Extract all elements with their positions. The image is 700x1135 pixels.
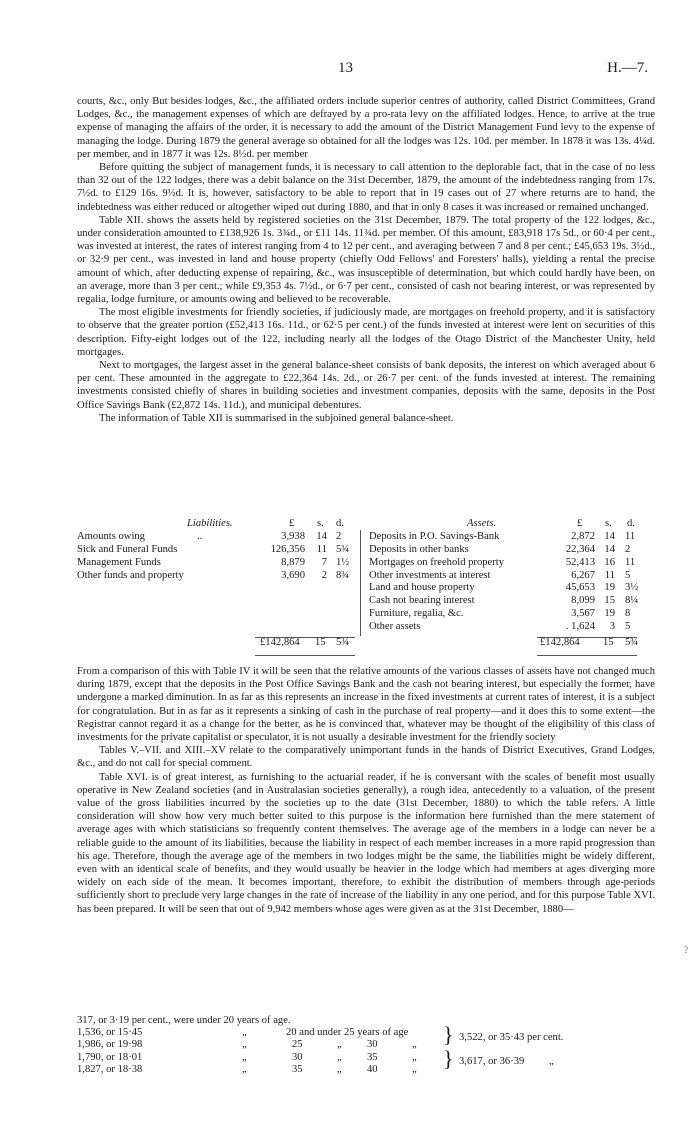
asset-pounds: 52,413 — [565, 556, 595, 568]
age-first-line — [77, 1015, 637, 1027]
total-assets-pounds: £142,864 — [540, 637, 580, 649]
ditto-mark: „ — [242, 1039, 247, 1051]
asset-shillings: 19 — [604, 582, 615, 594]
asset-pounds: 6,267 — [571, 569, 595, 581]
liability-shillings: 14 — [316, 530, 327, 542]
asset-pounds: . 1,624 — [565, 621, 595, 633]
liability-pence: 8¾ — [336, 569, 350, 581]
age-group-total: 3,617, or 36·39 — [459, 1056, 525, 1067]
total-rule — [255, 637, 355, 638]
ditto-mark: „ — [337, 1063, 342, 1075]
body-text-bottom — [77, 665, 655, 916]
liability-pounds: 3,690 — [281, 569, 305, 581]
margin-mark: ? — [684, 945, 688, 955]
liability-label: Amounts owing — [77, 530, 145, 542]
brace-symbol: } — [443, 1022, 454, 1047]
age-range-to: 35 — [367, 1051, 378, 1063]
pence-header: d. — [336, 518, 344, 529]
ditto-mark: „ — [337, 1039, 342, 1051]
balance-sheet — [77, 518, 657, 650]
asset-pence: 11 — [625, 556, 636, 568]
ditto-mark: „ — [549, 1056, 554, 1067]
asset-pence: 8 — [625, 608, 631, 620]
column-divider — [360, 530, 361, 636]
age-text: 317, or 3·19 per cent., were under 20 years of age. — [77, 1015, 291, 1026]
total-liabilities-pounds: £142,864 — [260, 637, 300, 649]
paragraph: courts, &c., only But besides lodges, &c., the affiliated orders include superior centres of authority, called District Committees, Grand Lodges, &c., the management expenses of which are defrayed by a pro-rata levy on the affiliated lodges. Hence, to arrive at the true expense of managing the affairs of the order, it is necessary to add the amount of the District Management Fund levy to the expense of managing the lodge. During 1879 the general average so obtained for all the lodges was 12s. 10d. per member. In 1878 it was 13s. 4¼d. per member, and in 1877 it was 12s. 8½d. per member — [77, 96, 655, 160]
liability-label: Sick and Funeral Funds — [77, 543, 178, 555]
paragraph: The most eligible investments for friendly societies, if judiciously made, are mortgages on freehold property, and it is satisfactory to observe that the greater portion (£52,413 16s. 11d., or 62·5 per cent.) of the funds invested at interest were lent on securities of this description. Fifty-eight lodges out of the 122, including nearly all the lodges of the Otago District of the Manchester Unity, held mortgages. — [77, 307, 655, 358]
liability-label: Management Funds — [77, 556, 161, 568]
paragraph: Tables V.–VII. and XIII.–XV relate to the comparatively unimportant funds in the hands of District Executives, Grand Lodges, &c., and do not call for special comment. — [77, 745, 655, 770]
asset-label: Cash not bearing interest — [369, 595, 475, 607]
assets-heading: Assets. — [467, 518, 497, 529]
ditto-mark: „ — [242, 1027, 247, 1039]
asset-shillings: 11 — [604, 569, 615, 581]
asset-label: Furniture, regalia, &c. — [369, 608, 464, 620]
balance-sheet-row — [77, 570, 657, 583]
asset-pence: 3½ — [625, 582, 639, 594]
liability-pounds: 8,879 — [281, 556, 305, 568]
asset-shillings: 15 — [604, 595, 615, 607]
shillings-header: s. — [317, 518, 324, 529]
age-range-to: 40 — [367, 1063, 378, 1075]
asset-shillings: 3 — [609, 621, 615, 633]
liabilities-heading: Liabilities. — [187, 518, 233, 529]
total-rule — [537, 655, 637, 656]
age-group-total: 3,522, or 35·43 per cent. — [459, 1032, 564, 1043]
age-range-from: 35 — [292, 1063, 303, 1075]
asset-shillings: 14 — [604, 543, 615, 555]
age-range-from: 25 — [292, 1039, 303, 1051]
leader-dots: .. — [197, 530, 203, 542]
paragraph: Table XVI. is of great interest, as furnishing to the actuarial reader, if he is conversant with the scales of benefit most usually operative in New Zealand societies (and in Australasian societies generally), a rough idea, antecedently to a valuation, of the present value of the gross liabilities incurred by the societies up to the date (31st December, 1880) to which the table refers. A little consideration will show how very much better suited to this purpose is the information here furnished than the mere statement of average ages with which statisticians so frequently content themselves. The average age of the members in a lodge can never be a reliable guide to the amount of its liabilities, because the liability in respect of each member increases in a more rapid progression than his age. Therefore, though the average age of the members in two lodges might be the same, the liabilities might be widely different, even with an identical scale of benefits, and they would usually be heavier in the lodge which had members at ages diverging more widely on each side of the mean. It becomes important, therefore, to exhibit the distribution of members through age-periods sufficiently short to preclude very large changes in the rate of increase of the liability in any one period, and for this purpose Table XVI. has been prepared. It will be seen that out of 9,942 members whose ages were given as at the 31st December, 1880— — [77, 771, 655, 915]
asset-pounds: 45,653 — [565, 582, 595, 594]
ditto-mark: „ — [412, 1051, 417, 1063]
asset-pence: 11 — [625, 530, 636, 542]
liability-pence: 2 — [336, 530, 342, 542]
liability-pence: 1½ — [336, 556, 350, 568]
brace-symbol: } — [443, 1046, 454, 1071]
liability-pence: 5¾ — [336, 543, 350, 555]
balance-sheet-row — [77, 595, 657, 608]
balance-sheet-row — [77, 557, 657, 570]
age-count: 1,790, or 18·01 — [77, 1051, 143, 1063]
asset-label: Land and house property — [369, 582, 475, 594]
liability-label: Other funds and property — [77, 569, 184, 581]
asset-pounds: 2,872 — [571, 530, 595, 542]
total-assets-shillings: 15 — [603, 637, 614, 649]
asset-label: Mortgages on freehold property — [369, 556, 505, 568]
ditto-mark: „ — [337, 1051, 342, 1063]
paragraph: Next to mortgages, the largest asset in the general balance-sheet consists of bank deposits, the interest on which averaged about 6 per cent. These amounted in the aggregate to £22,364 14s. 2d., or 26·7 per cent. of the funds invested at interest. The remaining investments consisted chiefly of shares in building societies and investment companies, deposits with the same, deposits in the Post Office Savings Bank (£2,872 14s. 11d.), and municipal debentures. — [77, 360, 655, 411]
age-distribution — [77, 1015, 637, 1076]
paragraph: The information of Table XII is summarised in the subjoined general balance-sheet. — [99, 412, 454, 424]
asset-shillings: 19 — [604, 608, 615, 620]
liability-shillings: 2 — [321, 569, 327, 581]
asset-label: Deposits in other banks — [369, 543, 469, 555]
pounds-header: £ — [577, 518, 583, 529]
asset-label: Other investments at interest — [369, 569, 491, 581]
asset-shillings: 14 — [604, 530, 615, 542]
total-liabilities-shillings: 15 — [315, 637, 326, 649]
document-code: H.—7. — [607, 60, 648, 76]
balance-sheet-row — [77, 582, 657, 595]
ditto-mark: „ — [412, 1039, 417, 1051]
age-range: 20 and under 25 years of age — [286, 1027, 409, 1039]
asset-label: Deposits in P.O. Savings-Bank — [369, 530, 500, 542]
total-rule — [255, 655, 355, 656]
liability-shillings: 11 — [316, 543, 327, 555]
asset-pounds: 3,567 — [571, 608, 595, 620]
balance-sheet-row — [77, 621, 657, 634]
asset-pence: 5 — [625, 621, 631, 633]
asset-pounds: 8,099 — [571, 595, 595, 607]
age-range-to: 30 — [367, 1039, 378, 1051]
ditto-mark: „ — [412, 1063, 417, 1075]
pence-header: d. — [627, 518, 635, 529]
pounds-header: £ — [289, 518, 295, 529]
age-count: 1,986, or 19·98 — [77, 1039, 143, 1051]
paragraph: Table XII. shows the assets held by registered societies on the 31st December, 1879. The total property of the 122 lodges, &c., under consideration amounted to £138,926 1s. 3¾d., or £11 14s. 11¾d. per member. Of this amount, £83,918 17s 5d., or 60·4 per cent., was invested at interest, the rates of interest ranging from 4 to 12 per cent., and averaging between 7 and 8 per cent.; £45,653 19s. 3½d., or 32·9 per cent., was invested in land and house property (chiefly Odd Fellows' and Foresters' halls), yielding a rental the precise amount of which, after deducting expense of repairing, &c., was insusceptible of determination, but which could hardly have been, on an average, more than 3 per cent.; while £9,353 4s. 7½d., or 6·7 per cent., consisted of cash not bearing interest, or was represented by regalia, lodge furniture, or amounts owing and believed to be recoverable. — [77, 214, 655, 306]
shillings-header: s. — [605, 518, 612, 529]
balance-sheet-header — [77, 518, 657, 531]
body-text-top — [77, 95, 655, 425]
asset-shillings: 16 — [604, 556, 615, 568]
asset-pounds: 22,364 — [565, 543, 595, 555]
asset-pence: 5 — [625, 569, 631, 581]
liability-pounds: 3,938 — [281, 530, 305, 542]
age-count: 1,827, or 18·38 — [77, 1063, 143, 1075]
total-liabilities-pence: 5¾ — [336, 637, 350, 649]
asset-pence: 8¼ — [625, 595, 639, 607]
asset-pence: 2 — [625, 543, 631, 555]
page-number: 13 — [338, 60, 353, 76]
balance-sheet-totals — [77, 637, 657, 650]
liability-pounds: 126,356 — [270, 543, 305, 555]
paragraph: Before quitting the subject of management funds, it is necessary to call attention to the deplorable fact, that in the case of no less than 32 out of the 122 lodges, there was a debit balance on the 31st December, 1879, the amount of the indebtedness ranging from 17s. 7½d. to £129 16s. 9½d. It is, however, satisfactory to be able to report that in 19 cases out of 27 where returns are to hand, the indebtedness was either reduced or altogether wiped out during 1880, and that in only 8 cases it was increased or remained unchanged. — [77, 162, 655, 213]
ditto-mark: „ — [242, 1063, 247, 1075]
age-range-from: 30 — [292, 1051, 303, 1063]
age-count: 1,536, or 15·45 — [77, 1027, 143, 1039]
total-assets-pence: 5¾ — [625, 637, 639, 649]
balance-sheet-row — [77, 608, 657, 621]
ditto-mark: „ — [242, 1051, 247, 1063]
balance-sheet-row — [77, 544, 657, 557]
paragraph: From a comparison of this with Table IV it will be seen that the relative amounts of the various classes of assets have not changed much during 1879, except that the deposits in the Post Office Savings Bank and the cash not bearing interest, but especially the former, have undergone a marked diminution. In as far as this represents an increase in the fixed investments at current rates of interest, it is a subject for congratulation. But in as far as it represents a sinking of cash in the purchase of real property—and it does this to some extent—the Registrar cannot regard it as a change for the better, as he is convinced that, whatever may be thought of the eligibility of this class of investments for the private capitalist or speculator, it is not usually a desirable investment for the friendly society — [77, 666, 655, 744]
asset-label: Other assets — [369, 621, 421, 633]
total-rule — [537, 637, 637, 638]
balance-sheet-rows — [77, 531, 657, 634]
balance-sheet-row — [77, 531, 657, 544]
liability-shillings: 7 — [321, 556, 327, 568]
